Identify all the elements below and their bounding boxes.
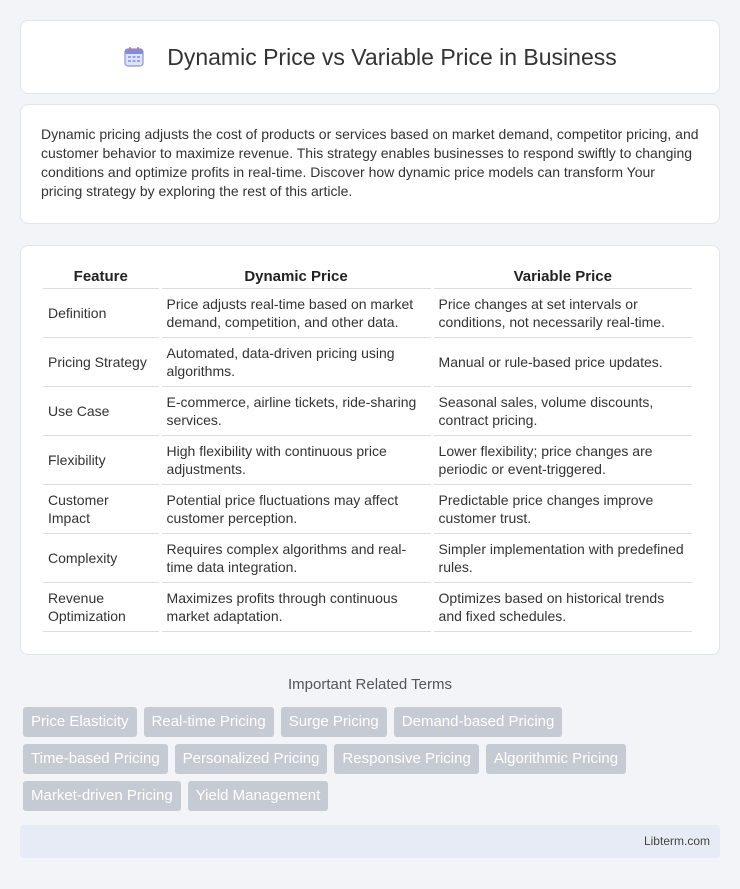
header-variable-price: Variable Price (434, 264, 692, 289)
comparison-card (20, 245, 720, 655)
variable-cell: Optimizes based on historical trends and fixed schedules. (434, 583, 692, 632)
variable-cell: Manual or rule-based price updates. (434, 338, 692, 387)
footer-site-link[interactable]: Libterm.com (643, 834, 710, 848)
table-row (43, 583, 692, 632)
tag-demand-based-pricing[interactable]: Demand-based Pricing (394, 707, 563, 737)
table-row (43, 534, 692, 583)
table-row (43, 485, 692, 534)
table-row (43, 436, 692, 485)
feature-cell: Pricing Strategy (43, 338, 159, 387)
tag-price-elasticity[interactable]: Price Elasticity (23, 707, 137, 737)
feature-cell: Definition (43, 289, 159, 338)
variable-cell: Predictable price changes improve customer trust. (434, 485, 692, 534)
dynamic-cell: High flexibility with continuous price adjustments. (162, 436, 431, 485)
intro-text: Dynamic pricing adjusts the cost of products or services based on market demand, competitor pricing, and customer behavior to maximize revenue. This strategy enables businesses to respond swiftly to changing conditions and optimize profits in real-time. Discover how dynamic price models can transform Your pricing strategy by exploring the rest of this article. (41, 126, 699, 199)
dynamic-cell: Maximizes profits through continuous market adaptation. (162, 583, 431, 632)
feature-cell: Use Case (43, 387, 159, 436)
feature-cell: Customer Impact (43, 485, 159, 534)
header-feature: Feature (43, 264, 159, 289)
dynamic-cell: E-commerce, airline tickets, ride-sharing services. (162, 387, 431, 436)
tag-market-driven-pricing[interactable]: Market-driven Pricing (23, 781, 181, 811)
tag-surge-pricing[interactable]: Surge Pricing (281, 707, 387, 737)
table-header-row (43, 264, 692, 289)
tag-responsive-pricing[interactable]: Responsive Pricing (334, 744, 478, 774)
variable-cell: Lower flexibility; price changes are periodic or event-triggered. (434, 436, 692, 485)
feature-cell: Revenue Optimization (43, 583, 159, 632)
feature-cell: Complexity (43, 534, 159, 583)
variable-cell: Price changes at set intervals or conditions, not necessarily real-time. (434, 289, 692, 338)
related-terms-heading: Important Related Terms (288, 676, 452, 693)
tag-personalized-pricing[interactable]: Personalized Pricing (175, 744, 328, 774)
header-card (20, 20, 720, 94)
tag-yield-management[interactable]: Yield Management (188, 781, 329, 811)
footer (20, 825, 720, 858)
dynamic-cell: Potential price fluctuations may affect customer perception. (162, 485, 431, 534)
header-dynamic-price: Dynamic Price (162, 264, 431, 289)
table-row (43, 289, 692, 338)
tag-real-time-pricing[interactable]: Real-time Pricing (144, 707, 274, 737)
dynamic-cell: Automated, data-driven pricing using algorithms. (162, 338, 431, 387)
page-title: Dynamic Price vs Variable Price in Business (167, 43, 617, 70)
tag-time-based-pricing[interactable]: Time-based Pricing (23, 744, 168, 774)
related-terms-list (23, 707, 713, 811)
comparison-table (40, 264, 695, 632)
variable-cell: Seasonal sales, volume discounts, contract pricing. (434, 387, 692, 436)
feature-cell: Flexibility (43, 436, 159, 485)
calendar-icon (123, 46, 145, 68)
dynamic-cell: Price adjusts real-time based on market demand, competition, and other data. (162, 289, 431, 338)
table-row (43, 338, 692, 387)
tag-algorithmic-pricing[interactable]: Algorithmic Pricing (486, 744, 626, 774)
table-row (43, 387, 692, 436)
variable-cell: Simpler implementation with predefined rules. (434, 534, 692, 583)
intro-card (20, 104, 720, 224)
dynamic-cell: Requires complex algorithms and real-time data integration. (162, 534, 431, 583)
